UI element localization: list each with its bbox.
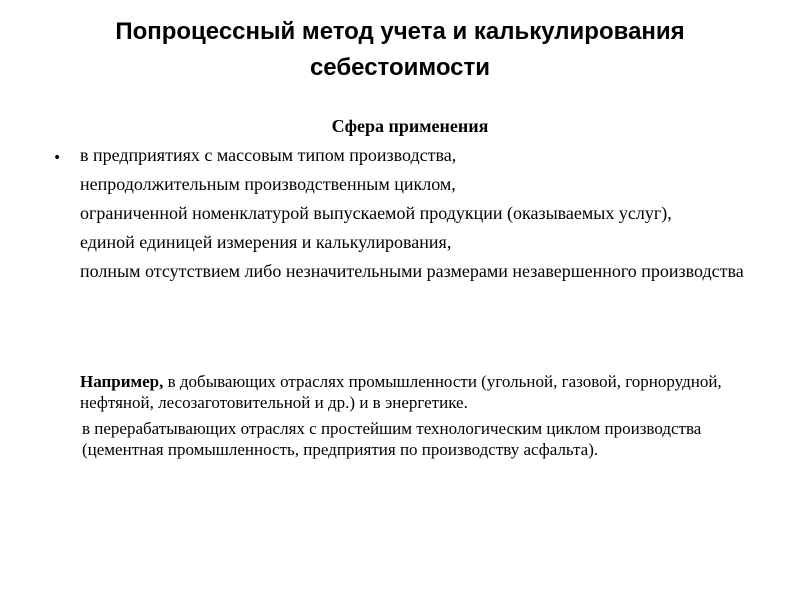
section-subtitle: Сфера применения xyxy=(331,116,489,136)
bullet-icon: • xyxy=(53,150,62,166)
example-text: в добывающих отраслях промышленности (угольной, газовой, горнорудной, нефтяной, лесозаготовительной и др.) и в энергетике. xyxy=(80,372,722,412)
example-paragraph: в перерабатывающих отраслях с простейшим технологическим циклом производства (цементная промышленность, предприятия по производству асфальта). xyxy=(82,419,702,459)
slide-title: Попроцессный метод учета и калькулирования себестоимости xyxy=(115,18,685,81)
list-item: непродолжительным производственным циклом, xyxy=(80,174,456,194)
example-paragraph xyxy=(80,371,770,413)
list-item: в предприятиях с массовым типом производства, xyxy=(80,145,457,165)
list-item: ограниченной номенклатурой выпускаемой продукции (оказываемых услуг), xyxy=(80,203,672,223)
example-lead: Например, xyxy=(80,372,164,391)
list-item: единой единицей измерения и калькулирования, xyxy=(80,232,452,252)
examples-block xyxy=(80,371,770,465)
application-list xyxy=(80,144,760,289)
list-item: полным отсутствием либо незначительными размерами незавершенного производства xyxy=(80,261,744,281)
